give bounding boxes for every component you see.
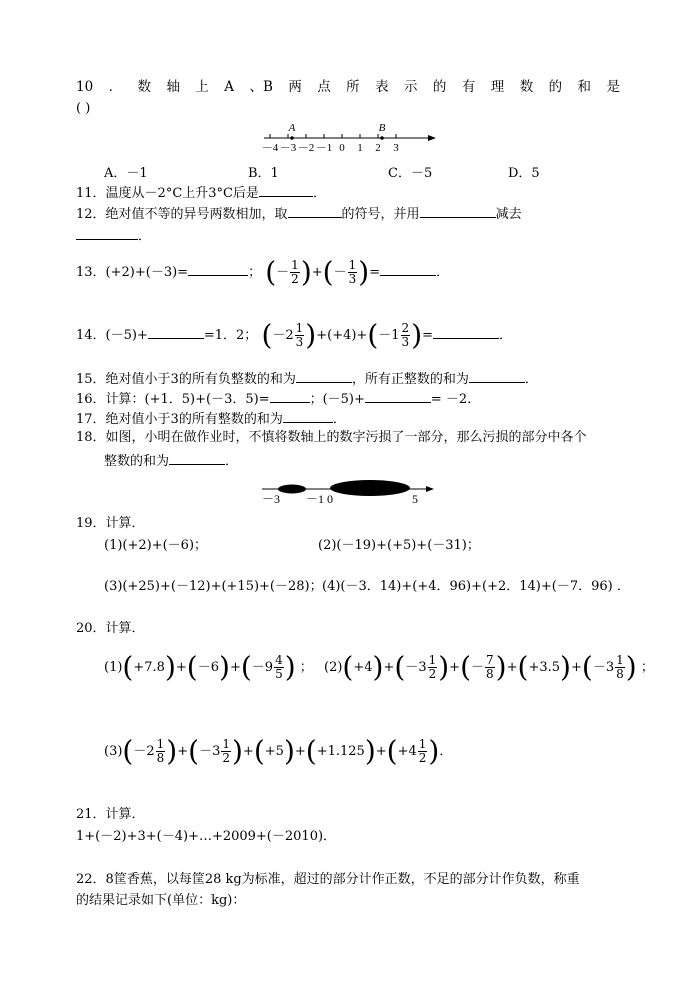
q19-part3: (3)(+25)+(－12)+(+15)+(－28)； <box>104 579 323 594</box>
point-b <box>380 136 384 140</box>
q14-whole-2: －1 <box>378 328 400 343</box>
q12-end: ． <box>138 229 152 244</box>
q20-p2-frac-1-den: 2 <box>428 667 437 681</box>
q13-minus-1: － <box>276 265 290 280</box>
q12-blank-3[interactable] <box>76 226 138 240</box>
q13: 13．(+2)+(－3)= ； (－ $\frac{1}{2}$ )+(－ $\frac{1}{3}$ )= ． <box>76 255 450 289</box>
q20-p1-b: －6 <box>197 660 219 675</box>
q20-p3-frac-1 <box>156 738 166 765</box>
q20-p2-b: +3.5 <box>528 660 561 675</box>
q19-title: 19．计算． <box>76 516 145 531</box>
q15-blank-1[interactable] <box>296 369 352 383</box>
q12-blank-2[interactable] <box>420 204 496 218</box>
q11 <box>76 183 326 203</box>
q12-mid2: 减去 <box>495 207 522 222</box>
number-line-tick-label: 3 <box>393 142 399 154</box>
number-line-tick-label: 2 <box>375 142 381 154</box>
q20-p1-frac <box>274 654 284 681</box>
q16-blank-1[interactable] <box>270 389 310 403</box>
q20-p2-frac-1-num: 1 <box>428 653 437 667</box>
q17-text: 17．绝对值小于3的所有整数的和为 <box>76 412 283 427</box>
q10-char: 数 <box>519 79 534 95</box>
q19-part1: (1)(+2)+(－6)； <box>104 538 208 553</box>
q14-frac-2 <box>401 322 411 349</box>
q14-blank-1[interactable] <box>148 325 204 339</box>
q10-char: A <box>224 79 235 95</box>
q13-end: ． <box>436 265 450 280</box>
q15-text: 15．绝对值小于3的所有负整数的和为 <box>76 372 296 387</box>
q18-tick-5: 5 <box>412 492 418 504</box>
q20-p1-lead: (1) <box>104 660 123 675</box>
q14-frac-1-num: 1 <box>295 321 304 335</box>
q20-p2-whole-2: － <box>471 660 485 675</box>
number-line-tick-label: －1 <box>315 142 333 154</box>
q19-part2: (2)(－19)+(+5)+(－31)； <box>318 538 480 553</box>
q20-p2-whole-1: －3 <box>405 660 427 675</box>
number-line-arrow <box>428 135 436 141</box>
q16-end: = －2． <box>430 392 481 407</box>
q20-p2-frac-2 <box>485 654 495 681</box>
q10-number: 10 <box>76 79 94 95</box>
q10-char: 轴 <box>166 79 180 95</box>
q10-char: 所 <box>346 79 360 95</box>
q21-expr: 1+(－2)+3+(－4)+…+2009+(－2010)． <box>76 829 337 844</box>
q11-end: ． <box>312 186 326 201</box>
q14-lead: 14．(－5)+ <box>76 328 148 343</box>
number-line-tick-label: －3 <box>279 142 297 154</box>
q18-blank[interactable] <box>169 451 225 465</box>
q10-char: 的 <box>548 79 563 95</box>
q14-frac-1 <box>295 322 305 349</box>
q13-frac-1 <box>290 259 300 286</box>
q10-char: 的 <box>432 79 447 95</box>
number-line-tick-label: 1 <box>357 142 363 154</box>
q18-smudge-left <box>278 485 306 494</box>
q13-minus-2: － <box>333 265 347 280</box>
q16 <box>76 389 480 409</box>
q12 <box>76 204 522 224</box>
q18-text: 整数的和为 <box>104 454 170 469</box>
point-a <box>290 136 294 140</box>
q13-lead: 13．(+2)+(－3)= <box>76 265 189 280</box>
number-line-tick-label: 0 <box>339 142 345 154</box>
q20-p3-b: +1.125 <box>316 744 365 759</box>
q20-p2-lead: (2) <box>324 660 343 675</box>
q20-p2-frac-3-num: 1 <box>616 653 624 667</box>
q18-line2 <box>104 451 238 471</box>
q18-smudge-right <box>330 480 410 496</box>
q20-p2-frac-1 <box>428 654 438 681</box>
q10-char: 示 <box>404 79 418 95</box>
q20-p3-whole-2: －3 <box>199 744 221 759</box>
q10-char: 数 <box>137 79 152 95</box>
q20-p3-a: +5 <box>264 744 284 759</box>
q20-p3-frac-3 <box>418 738 428 765</box>
q20-p3-lead: (3) <box>104 744 123 759</box>
q12-blank-1[interactable] <box>288 204 342 218</box>
q15 <box>76 369 538 389</box>
q20-p2-frac-2-num: 7 <box>486 653 494 667</box>
q10-char: 上 <box>195 79 209 95</box>
q10-char: 表 <box>375 79 389 95</box>
q14-mid: =1．2； <box>203 328 258 343</box>
q14-frac-2-num: 2 <box>401 321 410 335</box>
q20-p3-frac-2-den: 2 <box>222 751 230 765</box>
q20-p1-frac-den: 5 <box>275 667 283 681</box>
number-line-tick-label: －2 <box>297 142 315 154</box>
q12-text: 12．绝对值不等的异号两数相加，取 <box>76 207 288 222</box>
q20-p2-end: ； <box>640 660 654 675</box>
q13-frac-2-den: 3 <box>348 272 357 286</box>
point-a-label: A <box>288 122 296 134</box>
q18-arrow <box>426 486 434 492</box>
q14-frac-1-den: 3 <box>295 335 304 349</box>
q10-char: 有 <box>461 79 476 95</box>
q11-blank[interactable] <box>259 183 313 197</box>
q17 <box>76 409 346 429</box>
q20-p3-frac-1-den: 8 <box>156 751 165 765</box>
q17-end: ． <box>332 412 346 427</box>
q10-choice-c: C．－5 <box>388 166 433 181</box>
q18-tick-neg1-0: －1 0 <box>306 492 334 504</box>
q12-line2 <box>76 226 151 246</box>
q10-paren: ( ) <box>76 101 91 116</box>
q20-title: 20．计算． <box>76 621 145 636</box>
q13-frac-1-num: 1 <box>291 258 299 272</box>
q10-line <box>76 78 620 96</box>
q20-p3-frac-2 <box>221 738 231 765</box>
q10-choice-d: D．5 <box>508 166 540 181</box>
q20-p2-frac-2-den: 8 <box>486 667 494 681</box>
q20-p2-a: +4 <box>353 660 373 675</box>
q20-p1-a: +7.8 <box>133 660 165 675</box>
q10-char: 两 <box>288 79 302 95</box>
q18-smudged-number-line <box>258 478 438 504</box>
q13-sep: ； <box>248 265 262 280</box>
q10-char: 理 <box>490 79 505 95</box>
q13-frac-1-den: 2 <box>291 272 299 286</box>
q20-p2-frac-3 <box>615 654 625 681</box>
q20-p3-frac-1-num: 1 <box>156 737 165 751</box>
q14-whole-1: －2 <box>272 328 294 343</box>
q14-blank-2[interactable] <box>433 325 499 339</box>
q13-plus: + <box>311 265 323 280</box>
q22-line1: 22．8筐香蕉，以每筐28 kg为标准，超过的部分计作正数，不足的部分计作负数，称重 <box>76 872 580 887</box>
q13-blank-1[interactable] <box>188 262 248 276</box>
q20-p3-end: ． <box>439 744 453 759</box>
q10-number-line <box>262 118 442 156</box>
q13-frac-2-num: 1 <box>348 258 357 272</box>
q17-blank[interactable] <box>283 409 333 423</box>
q20-part2: (2)(+4)+(－3 $\frac{1}{2}$ )+(－ $\frac{7}{8}$ )+(+3.5)+(－3 $\frac{1}{8}$ ) ； <box>324 650 654 684</box>
number-line-tick-label: －4 <box>262 142 279 154</box>
q20-p3-whole-1: －2 <box>133 744 155 759</box>
q20-p1-frac-num: 4 <box>275 653 283 667</box>
q14-end: ． <box>499 328 513 343</box>
q16-mid: ；(－5)+ <box>309 392 365 407</box>
q20-part1: (1)(+7.8)+(－6)+(－9 $\frac{4}{5}$ ) ； <box>104 650 313 684</box>
q10-choice-b: B．1 <box>248 166 279 181</box>
q13-eq: = <box>369 265 381 280</box>
q16-blank-2[interactable] <box>365 389 431 403</box>
q10-char: 是 <box>606 79 620 95</box>
q16-text: 16．计算：(+1．5)+(－3．5)= <box>76 392 270 407</box>
q18-line1: 18．如图，小明在做作业时，不慎将数轴上的数字污损了一部分，那么污损的部分中各个 <box>76 430 587 445</box>
q20-p3-whole-3: +4 <box>397 744 417 759</box>
q20-p3-frac-3-num: 1 <box>418 737 427 751</box>
point-b-label: B <box>378 122 386 134</box>
q10-char: 、B <box>249 79 273 95</box>
q12-mid1: 的符号，并用 <box>341 207 420 222</box>
q14-mid2: +(+4)+ <box>316 328 368 343</box>
q10-char: ． <box>108 79 123 95</box>
q15-mid: ，所有正整数的和为 <box>351 372 469 387</box>
q10-choice-a: A．－1 <box>104 166 148 181</box>
q15-end: ． <box>524 372 538 387</box>
q20-p2-frac-3-den: 8 <box>616 667 624 681</box>
q18-end: ． <box>225 454 239 469</box>
q22-line2: 的结果记录如下(单位：kg)： <box>76 893 246 908</box>
q10-char: 点 <box>317 79 331 95</box>
q20-part3: (3)(－2 $\frac{1}{8}$ )+(－3 $\frac{1}{2}$ )+(+5)+(+1.125)+(+4 $\frac{1}{2}$ )． <box>104 734 453 768</box>
q20-p3-frac-2-num: 1 <box>222 737 230 751</box>
q21-title: 21．计算． <box>76 807 145 822</box>
q20-p3-frac-3-den: 2 <box>418 751 427 765</box>
q10-char: 和 <box>577 79 592 95</box>
q15-blank-2[interactable] <box>469 369 525 383</box>
q20-p1-end: ； <box>299 660 313 675</box>
q13-frac-2 <box>348 259 358 286</box>
q14-frac-2-den: 3 <box>401 335 410 349</box>
q14: 14．(－5)+ =1．2； (－2 $\frac{1}{3}$ )+(+4)+(－1 $\frac{2}{3}$ )= ． <box>76 318 513 352</box>
q19-part4: (4)(－3．14)+(+4．96)+(+2．14)+(－7．96) ． <box>322 579 630 594</box>
q18-tick-neg3: －3 <box>262 492 281 504</box>
q20-p2-whole-3: －3 <box>592 660 615 675</box>
q20-p1-whole: －9 <box>251 660 274 675</box>
q14-eq: = <box>422 328 434 343</box>
q13-blank-2[interactable] <box>380 262 436 276</box>
q11-text: 11．温度从－2°C上升3°C后是 <box>76 186 259 201</box>
